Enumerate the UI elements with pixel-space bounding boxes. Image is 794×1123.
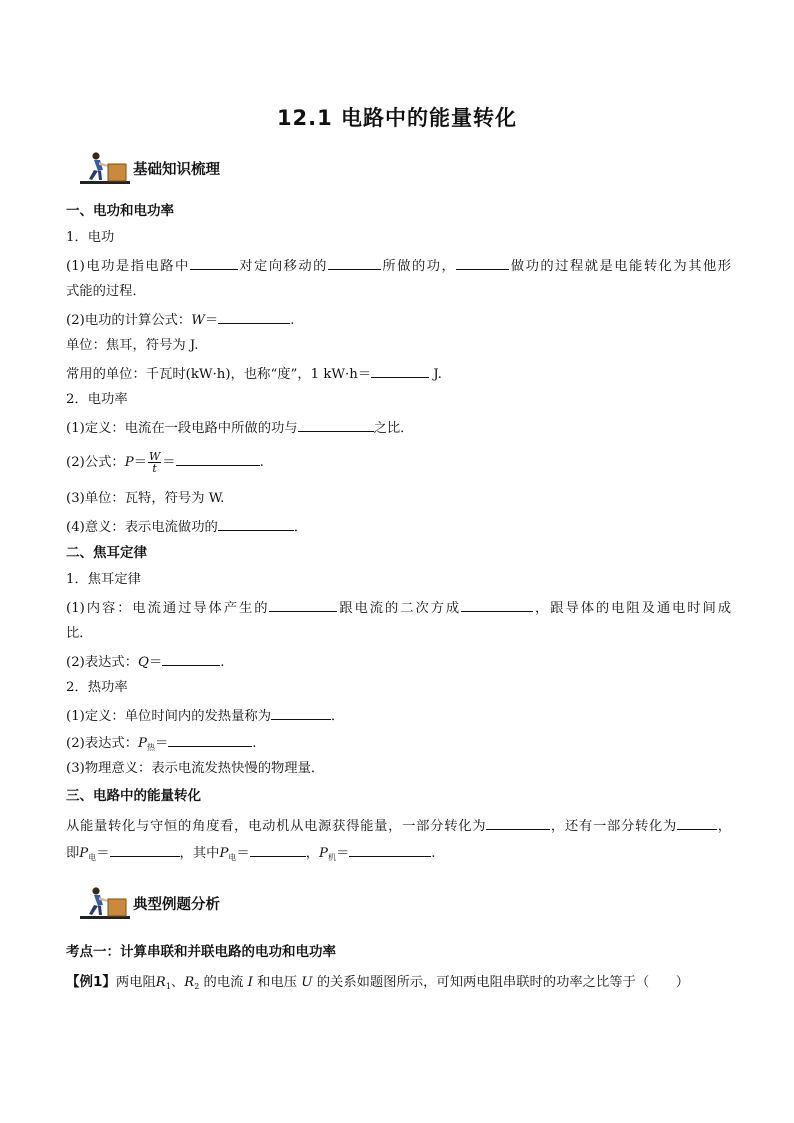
variable: W <box>191 313 205 328</box>
fill-blank[interactable] <box>269 598 337 612</box>
fill-blank[interactable] <box>298 418 374 432</box>
paragraph-line: (3)物理意义：表示电流发热快慢的物理量． <box>66 761 325 776</box>
text: (2)公式： <box>66 455 125 470</box>
text: ， <box>305 846 319 861</box>
subheading: 1．电功 <box>66 230 115 245</box>
paragraph-line <box>66 843 731 867</box>
text: 常用的单位：千瓦时(kW·h)，也称“度”，1 kW·h＝ <box>66 367 372 382</box>
text: 做功的过程就是电能转化为其他形 <box>509 259 732 274</box>
text: ． <box>293 520 308 535</box>
pushing-box-icon <box>78 150 133 186</box>
fill-blank[interactable] <box>349 843 431 857</box>
page-title: 12.1 电路中的能量转化 <box>276 106 518 130</box>
paragraph-line <box>66 364 731 384</box>
text: 的电流 <box>199 975 248 990</box>
text: ＝ <box>162 455 176 470</box>
text: ＝ <box>133 455 147 470</box>
text: 和电压 <box>252 975 302 990</box>
text: (2)表达式： <box>66 736 139 751</box>
text: ＝ <box>96 846 110 861</box>
fraction <box>148 451 161 474</box>
text: 所做的功， <box>380 259 457 274</box>
numerator: W <box>148 450 161 463</box>
paragraph-line <box>66 418 731 438</box>
example-question <box>66 973 731 996</box>
banner-label: 典型例题分析 <box>133 897 220 913</box>
fill-blank[interactable] <box>461 598 533 612</box>
section-heading-2: 二、焦耳定律 <box>66 545 147 561</box>
variable: P <box>219 846 229 861</box>
subheading: 2．电功率 <box>66 392 128 407</box>
denominator: t <box>152 462 157 475</box>
paragraph-line <box>66 256 731 276</box>
text: ，还有一部分转化为 <box>550 819 677 834</box>
text: (1)定义：电流在一段电路中所做的功与 <box>66 421 298 436</box>
variable: P <box>124 455 134 470</box>
text: 对定向移动的 <box>237 259 328 274</box>
key-point-heading: 考点一：计算串联和并联电路的电功和电功率 <box>66 944 336 960</box>
text: 、 <box>170 975 185 990</box>
text: (1)定义：单位时间内的发热量称为 <box>66 709 271 724</box>
banner-label: 基础知识梳理 <box>133 162 220 178</box>
variable: U <box>301 975 313 990</box>
variable: Q <box>138 655 149 670</box>
text: 从能量转化与守恒的角度看，电动机从电源获得能量，一部分转化为 <box>66 819 487 834</box>
paragraph-line: 单位：焦耳，符号为 J. <box>66 338 199 353</box>
variable: P <box>79 846 89 861</box>
section-banner-basics <box>78 150 278 184</box>
example-tag: 【例1】 <box>66 974 116 990</box>
text: ＝ <box>148 655 163 670</box>
paragraph-line: (3)单位：瓦特，符号为 W. <box>66 491 225 506</box>
subscript: 1 <box>165 982 171 991</box>
text: ＝ <box>204 313 219 328</box>
paragraph-line <box>66 451 731 474</box>
fill-blank[interactable] <box>271 706 331 720</box>
section-heading-1: 一、电功和电功率 <box>66 203 174 219</box>
text: ＝ <box>236 846 250 861</box>
text: . <box>259 455 264 470</box>
text: . <box>290 313 295 328</box>
fill-blank[interactable] <box>162 652 220 666</box>
pushing-box-icon <box>78 885 133 921</box>
text: 即 <box>66 846 80 861</box>
fill-blank[interactable] <box>218 517 294 531</box>
text: (1)内容：电流通过导体产生的 <box>66 601 270 616</box>
subheading: 1．焦耳定律 <box>66 572 141 587</box>
section-banner-examples <box>78 885 278 919</box>
section-heading-3: 三、电路中的能量转化 <box>66 788 201 804</box>
fill-blank[interactable] <box>456 256 509 270</box>
variable: P <box>318 846 328 861</box>
paragraph-line <box>66 598 731 618</box>
subscript: 热 <box>146 743 155 752</box>
variable: I <box>247 975 253 990</box>
paragraph-line <box>66 517 731 537</box>
fill-blank[interactable] <box>110 843 180 857</box>
paragraph-line <box>66 652 731 672</box>
text: (1)电功是指电路中 <box>66 259 190 274</box>
variable: R <box>184 975 195 990</box>
paragraph-line <box>66 706 731 726</box>
paragraph-line <box>66 816 731 836</box>
fill-blank[interactable] <box>250 843 306 857</box>
text: ，其中 <box>179 846 220 861</box>
text: (4)意义：表示电流做功的 <box>66 520 218 535</box>
text: ，跟导体的电阻及通电时间成 <box>533 601 732 616</box>
fill-blank[interactable] <box>190 256 238 270</box>
text: (2)电功的计算公式： <box>66 313 192 328</box>
subheading: 2．热功率 <box>66 680 128 695</box>
paragraph-line <box>66 733 731 757</box>
text: 之比． <box>373 421 414 436</box>
text: 两电阻 <box>115 975 156 990</box>
text: ， <box>717 819 732 834</box>
fill-blank[interactable] <box>176 452 260 466</box>
variable: R <box>155 975 166 990</box>
fill-blank[interactable] <box>168 733 252 747</box>
text: (2)表达式： <box>66 655 139 670</box>
subscript: 机 <box>327 853 336 862</box>
text: ． <box>331 709 345 724</box>
text: . <box>252 736 257 751</box>
subscript: 2 <box>194 982 200 991</box>
paragraph-line: 比． <box>66 626 93 641</box>
text: ＝ <box>335 846 350 861</box>
paragraph-line: 式能的过程． <box>66 284 146 299</box>
subscript: 电 <box>228 853 237 862</box>
fill-blank[interactable] <box>328 256 381 270</box>
fill-blank[interactable] <box>677 816 717 830</box>
subscript: 电 <box>88 853 97 862</box>
fill-blank[interactable] <box>218 310 290 324</box>
variable: P <box>138 736 147 751</box>
text: ＝ <box>154 736 169 751</box>
text: . <box>431 846 436 861</box>
fill-blank[interactable] <box>371 364 429 378</box>
text: 的关系如题图所示，可知两电阻串联时的功率之比等于（ ） <box>312 975 690 990</box>
paragraph-line <box>66 310 731 330</box>
text: 跟电流的二次方成 <box>337 601 462 616</box>
text: . <box>220 655 225 670</box>
text: J. <box>429 367 442 382</box>
fill-blank[interactable] <box>486 816 550 830</box>
